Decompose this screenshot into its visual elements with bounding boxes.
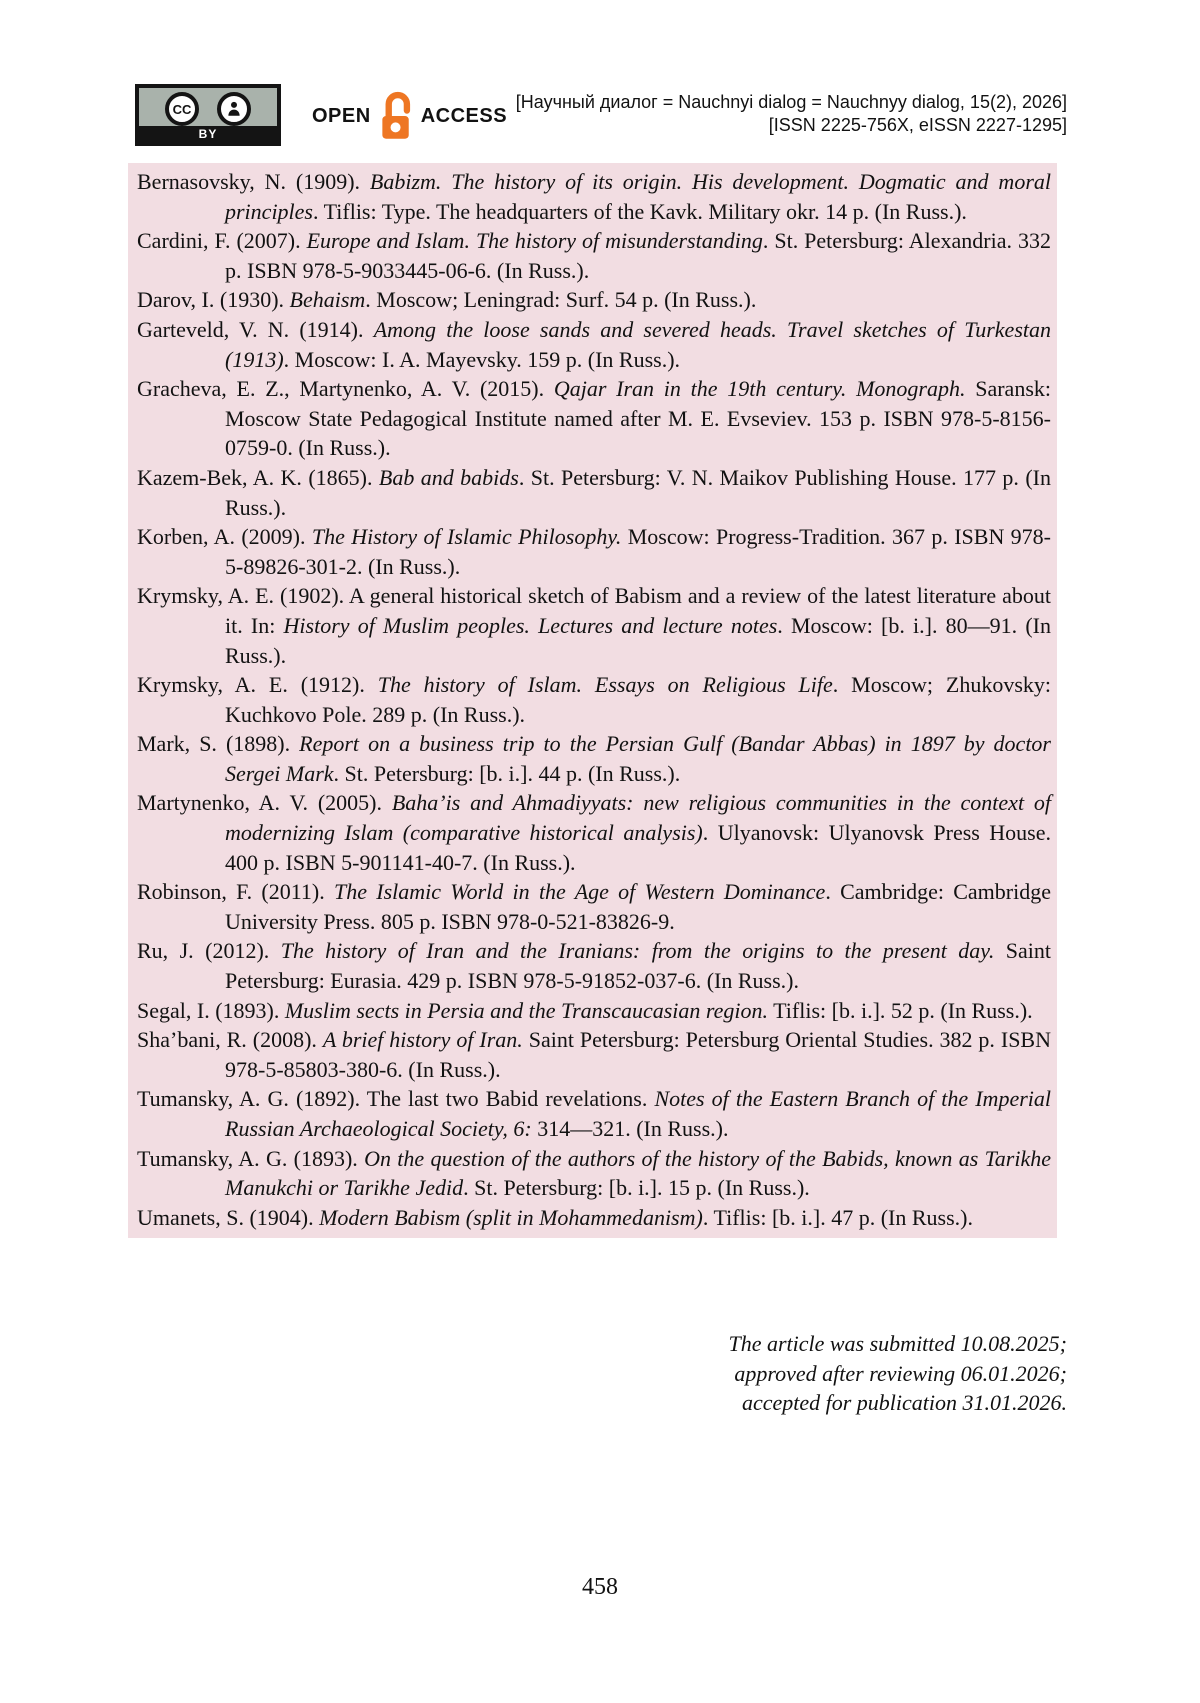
- reference-text-segment: Robinson, F. (2011).: [137, 879, 334, 905]
- reference-text-segment: Segal, I. (1893).: [137, 997, 285, 1023]
- reference-title-segment: Behaism: [289, 287, 366, 313]
- reference-title-segment: Bab and babids: [378, 464, 519, 490]
- submission-dates: [728, 1329, 1067, 1418]
- reference-text-segment: . Moscow; Zhukovsky: Kuchkovo Pole. 289 p. (In Russ.).: [225, 672, 1052, 727]
- submission-date-line: approved after reviewing 06.01.2026;: [734, 1360, 1067, 1386]
- reference-text-segment: Tumansky, A. G. (1893).: [137, 1145, 365, 1171]
- submission-date-line: accepted for publication 31.01.2026.: [741, 1390, 1067, 1415]
- reference-text-segment: Bernasovsky, N. (1909).: [137, 169, 370, 194]
- reference-title-segment: Baha’is and Ahmadiyyats: new religious communities in the context of modernizing Islam (comparative historical analysis): [225, 790, 1051, 846]
- reference-entry: [137, 374, 1051, 463]
- journal-line-2: [ISSN 2225-756X, eISSN 2227-1295]: [768, 115, 1067, 135]
- reference-title-segment: Modern Babism (split in Mohammedanism): [319, 1204, 703, 1230]
- reference-text-segment: Moscow: Progress-Tradition. 367 p. ISBN 978-5-89826-301-2. (In Russ.).: [225, 524, 1051, 579]
- reference-text-segment: . St. Petersburg: [b. i.]. 44 p. (In Russ.).: [333, 760, 681, 786]
- reference-text-segment: Gracheva, E. Z., Martynenko, A. V. (2015).: [137, 376, 554, 402]
- journal-line-1: [Научный диалог = Nauchnyi dialog = Nauchnyy dialog, 15(2), 2026]: [515, 92, 1067, 112]
- reference-text-segment: . Tiflis: [b. i.]. 47 p. (In Russ.).: [702, 1204, 973, 1230]
- reference-entry: [137, 522, 1051, 581]
- reference-text-segment: . Ulyanovsk: Ulyanovsk Press House. 400 p. ISBN 5-901141-40-7. (In Russ.).: [225, 820, 1051, 875]
- reference-entry: [137, 996, 1051, 1026]
- reference-entry: [137, 581, 1051, 670]
- reference-title-segment: Europe and Islam. The history of misunderstanding: [306, 228, 763, 254]
- submission-date-line: The article was submitted 10.08.2025;: [728, 1331, 1067, 1356]
- reference-text-segment: . Cambridge: Cambridge University Press. 805 p. ISBN 978-0-521-83826-9.: [225, 879, 1051, 934]
- reference-text-segment: . Moscow: [b. i.]. 80—91. (In Russ.).: [225, 612, 1051, 668]
- reference-text-segment: Mark, S. (1898).: [137, 731, 300, 757]
- reference-title-segment: Report on a business trip to the Persian Gulf (Bandar Abbas) in 1897 by doctor Sergei Mark: [225, 731, 1051, 786]
- reference-text-segment: Ru, J. (2012).: [137, 938, 281, 964]
- person-icon: [217, 92, 251, 126]
- reference-title-segment: The History of Islamic Philosophy.: [311, 524, 622, 550]
- reference-text-segment: Martynenko, A. V. (2005).: [137, 790, 392, 816]
- reference-text-segment: Saint Petersburg: Eurasia. 429 p. ISBN 978-5-91852-037-6. (In Russ.).: [225, 938, 1051, 994]
- reference-text-segment: Kazem-Bek, A. K. (1865).: [137, 464, 379, 490]
- reference-entry: [137, 877, 1051, 936]
- reference-text-segment: Garteveld, V. N. (1914).: [137, 316, 374, 342]
- open-lock-icon: [376, 89, 416, 143]
- reference-title-segment: Babizm. The history of its origin. His development. Dogmatic and moral principles: [225, 169, 1051, 224]
- reference-text-segment: Saint Petersburg: Petersburg Oriental Studies. 382 p. ISBN 978-5-85803-380-6. (In Russ.).: [225, 1027, 1051, 1082]
- page-number: 458: [582, 1574, 618, 1600]
- journal-info: [516, 91, 1067, 137]
- reference-text-segment: . Moscow; Leningrad: Surf. 54 p. (In Russ.).: [365, 287, 757, 313]
- open-access-logo: [312, 88, 507, 144]
- reference-text-segment: Saransk: Moscow State Pedagogical Institute named after M. E. Evseviev. 153 p. ISBN 978-5-8156-0759-0. (In Russ.).: [225, 376, 1051, 461]
- reference-entry: [137, 285, 1051, 315]
- reference-title-segment: The history of Iran and the Iranians: from the origins to the present day.: [280, 938, 995, 964]
- reference-entry: [137, 670, 1051, 729]
- reference-list: [128, 163, 1057, 1238]
- reference-text-segment: Darov, I. (1930).: [137, 287, 290, 313]
- cc-badge-circles: [139, 92, 277, 126]
- reference-text-segment: Krymsky, A. E. (1912).: [137, 672, 378, 698]
- cc-by-badge: [135, 84, 281, 146]
- reference-text-segment: . Tiflis: Type. The headquarters of the Kavk. Military okr. 14 p. (In Russ.).: [313, 198, 967, 224]
- reference-entry: [137, 1025, 1051, 1084]
- reference-text-segment: Umanets, S. (1904).: [137, 1204, 320, 1230]
- reference-title-segment: The history of Islam. Essays on Religious Life: [377, 672, 833, 698]
- reference-title-segment: The Islamic World in the Age of Western Dominance: [333, 879, 826, 905]
- reference-title-segment: Qajar Iran in the 19th century. Monograph.: [553, 376, 966, 402]
- reference-title-segment: Muslim sects in Persia and the Transcaucasian region.: [284, 997, 769, 1023]
- reference-entry: [137, 729, 1051, 788]
- reference-entry: [137, 788, 1051, 877]
- reference-entry: [137, 315, 1051, 374]
- reference-text-segment: . St. Petersburg: Alexandria. 332 p. ISBN 978-5-9033445-06-6. (In Russ.).: [225, 228, 1052, 283]
- reference-text-segment: Tiflis: [b. i.]. 52 p. (In Russ.).: [768, 997, 1033, 1023]
- reference-text-segment: Sha’bani, R. (2008).: [137, 1027, 323, 1053]
- reference-entry: [137, 226, 1051, 285]
- reference-entry: [137, 167, 1051, 226]
- reference-title-segment: A brief history of Iran.: [322, 1027, 523, 1053]
- by-label: BY: [139, 126, 277, 142]
- reference-entry: [137, 1144, 1051, 1203]
- reference-text-segment: Krymsky, A. E. (1902). A general historical sketch of Babism and a review of the latest literature about it. In:: [137, 583, 1051, 638]
- reference-entry: [137, 1203, 1051, 1233]
- reference-text-segment: Korben, A. (2009).: [137, 524, 312, 550]
- reference-entry: [137, 936, 1051, 995]
- reference-text-segment: Cardini, F. (2007).: [137, 228, 307, 254]
- reference-title-segment: Among the loose sands and severed heads. Travel sketches of Turkestan (1913): [225, 316, 1051, 372]
- reference-title-segment: On the question of the authors of the history of the Babids, known as Tarikhe Manukchi or Tarikhe Jedid: [225, 1145, 1052, 1201]
- cc-icon: CC: [165, 92, 199, 126]
- reference-text-segment: . St. Petersburg: [b. i.]. 15 p. (In Russ.).: [463, 1175, 810, 1201]
- reference-entry: [137, 463, 1051, 522]
- reference-entry: [137, 1084, 1051, 1143]
- open-label: OPEN: [312, 104, 371, 127]
- reference-title-segment: Notes of the Eastern Branch of the Imperial Russian Archaeological Society, 6:: [225, 1086, 1051, 1141]
- reference-text-segment: Tumansky, A. G. (1892). The last two Babid revelations.: [137, 1086, 655, 1112]
- reference-title-segment: History of Muslim peoples. Lectures and lecture notes: [283, 612, 778, 638]
- reference-text-segment: 314—321. (In Russ.).: [531, 1116, 729, 1141]
- reference-text-segment: . Moscow: I. A. Mayevsky. 159 p. (In Russ.).: [283, 346, 681, 372]
- reference-text-segment: . St. Petersburg: V. N. Maikov Publishing House. 177 p. (In Russ.).: [225, 464, 1051, 520]
- access-label: ACCESS: [420, 104, 508, 127]
